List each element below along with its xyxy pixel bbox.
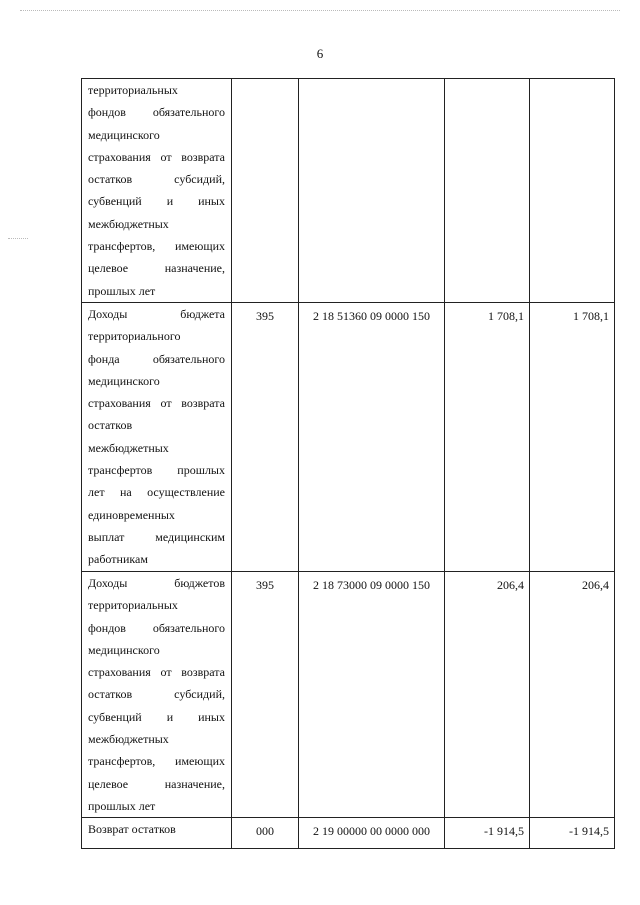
description-line: трансфертов, имеющих — [88, 754, 225, 769]
description-line: единовременных — [88, 507, 175, 522]
budget-code-cell: 2 18 73000 09 0000 150 — [299, 571, 445, 817]
sum-actual-cell: -1 914,5 — [530, 818, 615, 849]
sum-plan-cell: 206,4 — [445, 571, 530, 817]
table-body — [82, 79, 615, 849]
admin-code-cell: 000 — [232, 818, 299, 849]
description-line: межбюджетных — [88, 216, 169, 231]
description-line: прошлых лет — [88, 283, 156, 298]
description-line: остатков субсидий, — [88, 172, 225, 187]
budget-code-cell: 2 19 00000 00 0000 000 — [299, 818, 445, 849]
description-line: остатков — [88, 418, 133, 433]
admin-code-cell: 395 — [232, 302, 299, 571]
description-line: целевое назначение, — [88, 261, 225, 276]
sum-actual-cell: 1 708,1 — [530, 302, 615, 571]
table-row — [82, 302, 615, 571]
scan-artifact-side — [8, 238, 28, 240]
sum-actual-cell — [530, 79, 615, 303]
description-line: территориального — [88, 329, 181, 344]
description-line: Доходы бюджетов — [88, 575, 225, 590]
description-line: межбюджетных — [88, 440, 169, 455]
description-line: целевое назначение, — [88, 776, 225, 791]
description-line: выплат медицинским — [88, 529, 225, 544]
description-line: фондов обязательного — [88, 105, 225, 120]
row-description — [82, 79, 232, 303]
description-line: прошлых лет — [88, 798, 156, 813]
admin-code-cell — [232, 79, 299, 303]
description-line: страхования от возврата — [88, 396, 225, 411]
description-line: медицинского — [88, 127, 160, 142]
description-line: территориальных — [88, 83, 178, 97]
description-line: фондов обязательного — [88, 620, 225, 635]
description-line: субвенций и иных — [88, 194, 225, 209]
description-line: медицинского — [88, 373, 160, 388]
description-line: трансфертов, имеющих — [88, 239, 225, 254]
scan-artifact-top — [20, 10, 620, 13]
table-row — [82, 571, 615, 817]
description-line: Доходы бюджета — [88, 306, 225, 321]
table-row — [82, 818, 615, 849]
description-line: лет на осуществление — [88, 485, 225, 500]
budget-table — [81, 78, 615, 849]
description-line: территориальных — [88, 598, 178, 613]
description-line: межбюджетных — [88, 732, 169, 747]
table-row — [82, 79, 615, 303]
description-line: страхования от возврата — [88, 149, 225, 164]
description-line: медицинского — [88, 642, 160, 657]
page-number: 6 — [316, 46, 324, 61]
description-line: работникам — [88, 552, 148, 567]
description-line: Возврат остатков — [88, 822, 176, 837]
sum-plan-cell: 1 708,1 — [445, 302, 530, 571]
row-description — [82, 818, 232, 849]
sum-plan-cell — [445, 79, 530, 303]
sum-actual-cell: 206,4 — [530, 571, 615, 817]
description-line: фонда обязательного — [88, 351, 225, 366]
description-line: остатков субсидий, — [88, 687, 225, 702]
row-description — [82, 571, 232, 817]
description-line: страхования от возврата — [88, 665, 225, 680]
description-line: субвенций и иных — [88, 709, 225, 724]
budget-code-cell — [299, 79, 445, 303]
budget-code-cell: 2 18 51360 09 0000 150 — [299, 302, 445, 571]
admin-code-cell: 395 — [232, 571, 299, 817]
description-line: трансфертов прошлых — [88, 463, 225, 478]
sum-plan-cell: -1 914,5 — [445, 818, 530, 849]
row-description — [82, 302, 232, 571]
